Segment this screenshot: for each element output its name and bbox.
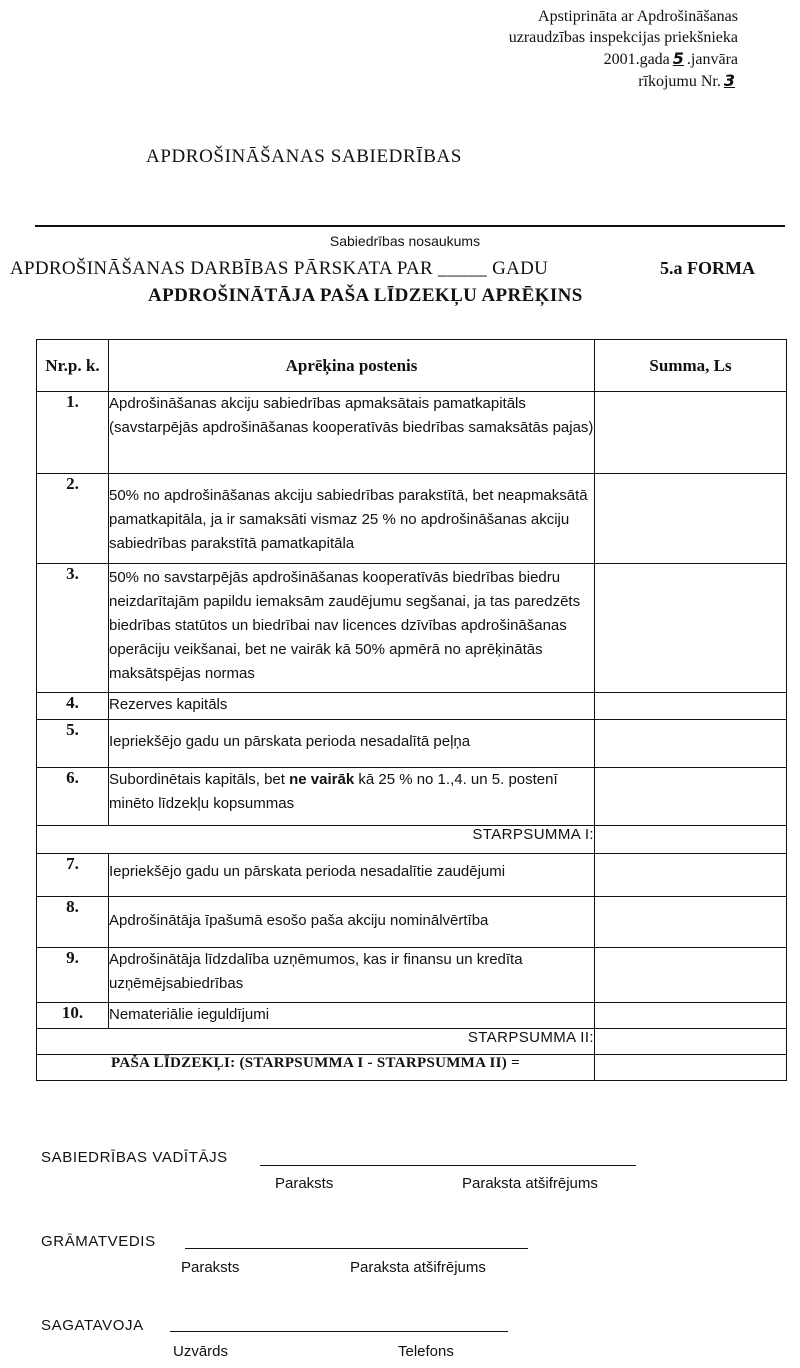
row-number: 7. <box>37 854 109 897</box>
signature-line-accountant[interactable] <box>185 1248 528 1249</box>
header-item: Aprēķina postenis <box>109 340 595 392</box>
row-sum-cell[interactable] <box>595 693 787 720</box>
approval-line-4 <box>509 70 738 92</box>
company-name-line <box>35 225 785 227</box>
table-row <box>37 564 787 693</box>
row-number: 2. <box>37 474 109 564</box>
approval-order-prefix: rīkojumu Nr. <box>638 73 721 90</box>
total-row <box>37 1055 787 1081</box>
row-number: 10. <box>37 1003 109 1029</box>
signature-caption-signature: Paraksts <box>275 1175 334 1192</box>
header-number: Nr.p. k. <box>37 340 109 392</box>
header-sum: Summa, Ls <box>595 340 787 392</box>
approval-line-1: Apstiprināta ar Apdrošināšanas <box>538 8 738 25</box>
table-header-row <box>37 340 787 392</box>
caption-phone: Telefons <box>398 1343 454 1360</box>
row-sum-cell[interactable] <box>595 768 787 826</box>
approval-day-handwritten: 5 <box>672 49 684 68</box>
row-description-emphasis: ne vairāk <box>289 771 355 788</box>
row-description: Iepriekšējo gadu un pārskata perioda nesadalītā peļņa <box>109 720 595 768</box>
own-funds-total-label: PAŠA LĪDZEKĻI: (STARPSUMMA I - STARPSUMMA II) = <box>37 1055 595 1081</box>
report-title: APDROŠINĀŠANAS DARBĪBAS PĀRSKATA PAR _____ GADU <box>10 258 549 279</box>
form-number: 5.a FORMA <box>660 258 755 278</box>
row-description: Apdrošinātāja līdzdalība uzņēmumos, kas ir finansu un kredīta uzņēmējsabiedrības <box>109 948 595 1003</box>
row-description: Iepriekšējo gadu un pārskata perioda nesadalītie zaudējumi <box>109 854 595 897</box>
table-row <box>37 693 787 720</box>
approval-order-number-handwritten: 3 <box>723 71 735 90</box>
row-description: Apdrošinātāja īpašumā esošo paša akciju nominālvērtība <box>109 897 595 948</box>
subtotal-2-label: STARPSUMMA II: <box>37 1029 595 1055</box>
table-row <box>37 720 787 768</box>
table-row <box>37 854 787 897</box>
row-number: 3. <box>37 564 109 693</box>
row-description: Nemateriālie ieguldījumi <box>109 1003 595 1029</box>
row-number: 1. <box>37 392 109 474</box>
row-description: 50% no savstarpējās apdrošināšanas kooperatīvās biedrības biedru neizdarītajām papildu iemaksām zaudējumu segšanai, ja tas paredzēts biedrības statūtos un biedrībai nav licences dzīvības apdrošināšanas operāciju veikšanai, bet ne vairāk kā 50% apmērā no aprēķinātās maksātspējas normas <box>109 564 595 693</box>
company-heading: APDROŠINĀŠANAS SABIEDRĪBAS <box>146 146 462 167</box>
row-sum-cell[interactable] <box>595 474 787 564</box>
signature-label-manager: SABIEDRĪBAS VADĪTĀJS <box>41 1149 228 1166</box>
table-row <box>37 392 787 474</box>
row-description-part: kā 25 % no 1.,4. un 5. postenī minēto līdzekļu kopsummas <box>109 771 558 812</box>
own-funds-total-sum-cell[interactable] <box>595 1055 787 1081</box>
row-description-part: Subordinētais kapitāls, bet <box>109 771 290 788</box>
caption-surname: Uzvārds <box>173 1343 229 1360</box>
signature-caption-signature: Paraksts <box>181 1259 240 1276</box>
calculation-table <box>36 339 787 1081</box>
subtotal-2-sum-cell[interactable] <box>595 1029 787 1055</box>
row-sum-cell[interactable] <box>595 948 787 1003</box>
report-subtitle: APDROŠINĀTĀJA PAŠA LĪDZEKĻU APRĒĶINS <box>148 285 583 306</box>
signature-label-prepared-by: SAGATAVOJA <box>41 1317 144 1334</box>
row-number: 6. <box>37 768 109 826</box>
row-sum-cell[interactable] <box>595 897 787 948</box>
row-number: 5. <box>37 720 109 768</box>
subtotal-row-2 <box>37 1029 787 1055</box>
row-sum-cell[interactable] <box>595 720 787 768</box>
signature-line-prepared-by[interactable] <box>170 1331 508 1332</box>
signature-label-accountant: GRĀMATVEDIS <box>41 1233 156 1250</box>
table-row <box>37 474 787 564</box>
approval-date-suffix: .janvāra <box>686 51 738 68</box>
row-description: Apdrošināšanas akciju sabiedrības apmaksātais pamatkapitāls (savstarpējās apdrošināšanas kooperatīvās biedrības samaksātās pajas) <box>109 392 595 474</box>
row-description: Rezerves kapitāls <box>109 693 595 720</box>
signature-caption-transcript: Paraksta atšifrējums <box>462 1175 598 1192</box>
company-name-caption: Sabiedrības nosaukums <box>329 233 481 249</box>
row-number: 9. <box>37 948 109 1003</box>
subtotal-1-sum-cell[interactable] <box>595 826 787 854</box>
table-row <box>37 897 787 948</box>
row-sum-cell[interactable] <box>595 854 787 897</box>
row-number: 4. <box>37 693 109 720</box>
subtotal-row-1 <box>37 826 787 854</box>
signature-line-manager[interactable] <box>260 1165 636 1166</box>
table-row <box>37 768 787 826</box>
signature-caption-transcript: Paraksta atšifrējums <box>350 1259 486 1276</box>
approval-date-prefix: 2001.gada <box>603 51 670 68</box>
approval-line-2: uzraudzības inspekcijas priekšnieka <box>508 29 738 46</box>
row-description: 50% no apdrošināšanas akciju sabiedrības parakstītā, bet neapmaksātā pamatkapitāla, ja ir samaksāti vismaz 25 % no apdrošināšanas akciju sabiedrības parakstītā pamatkapitāla <box>109 474 595 564</box>
subtotal-1-label: STARPSUMMA I: <box>37 826 595 854</box>
table-row <box>37 948 787 1003</box>
row-description <box>109 768 595 826</box>
row-sum-cell[interactable] <box>595 1003 787 1029</box>
approval-line-3 <box>509 48 738 70</box>
approval-note <box>509 6 738 92</box>
row-sum-cell[interactable] <box>595 392 787 474</box>
row-sum-cell[interactable] <box>595 564 787 693</box>
row-number: 8. <box>37 897 109 948</box>
table-row <box>37 1003 787 1029</box>
